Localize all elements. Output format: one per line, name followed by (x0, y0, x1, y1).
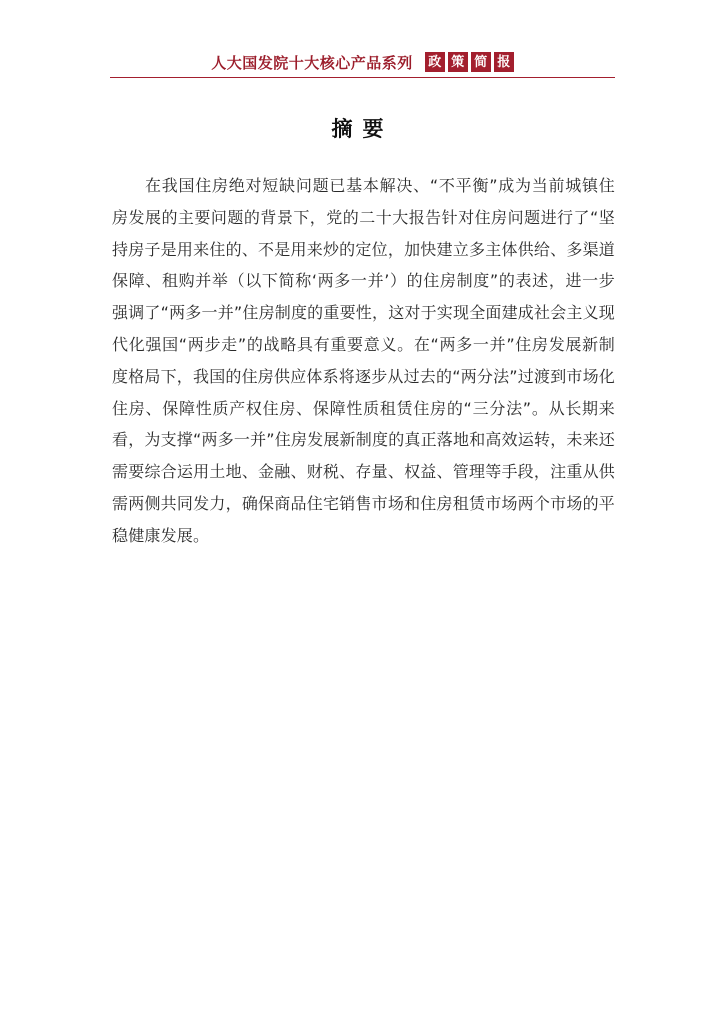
policy-brief-badges (425, 52, 514, 72)
header-divider (110, 77, 615, 78)
page-title: 摘要 (331, 117, 394, 141)
badge-char: 政 (425, 52, 445, 72)
page-header (110, 50, 615, 74)
badge-char: 策 (448, 52, 468, 72)
badge-char: 简 (471, 52, 491, 72)
abstract-paragraph: 在我国住房绝对短缺问题已基本解决、“不平衡”成为当前城镇住房发展的主要问题的背景下，党的二十大报告针对住房问题进行了“坚持房子是用来住的、不是用来炒的定位，加快建立多主体供给、多渠道保障、租购并举（以下简称‘两多一并’）的住房制度”的表述，进一步强调了“两多一并”住房制度的重要性，这对于实现全面建成社会主义现代化强国“两步走”的战略具有重要意义。在“两多一并”住房发展新制度格局下，我国的住房供应体系将逐步从过去的“两分法”过渡到市场化住房、保障性质产权住房、保障性质租赁住房的“三分法”。从长期来看，为支撑“两多一并”住房发展新制度的真正落地和高效运转，未来还需要综合运用土地、金融、财税、存量、权益、管理等手段，注重从供需两侧共同发力，确保商品住宅销售市场和住房租赁市场两个市场的平稳健康发展。 (112, 176, 615, 545)
badge-char: 报 (494, 52, 514, 72)
series-title: 人大国发院十大核心产品系列 (211, 53, 413, 72)
